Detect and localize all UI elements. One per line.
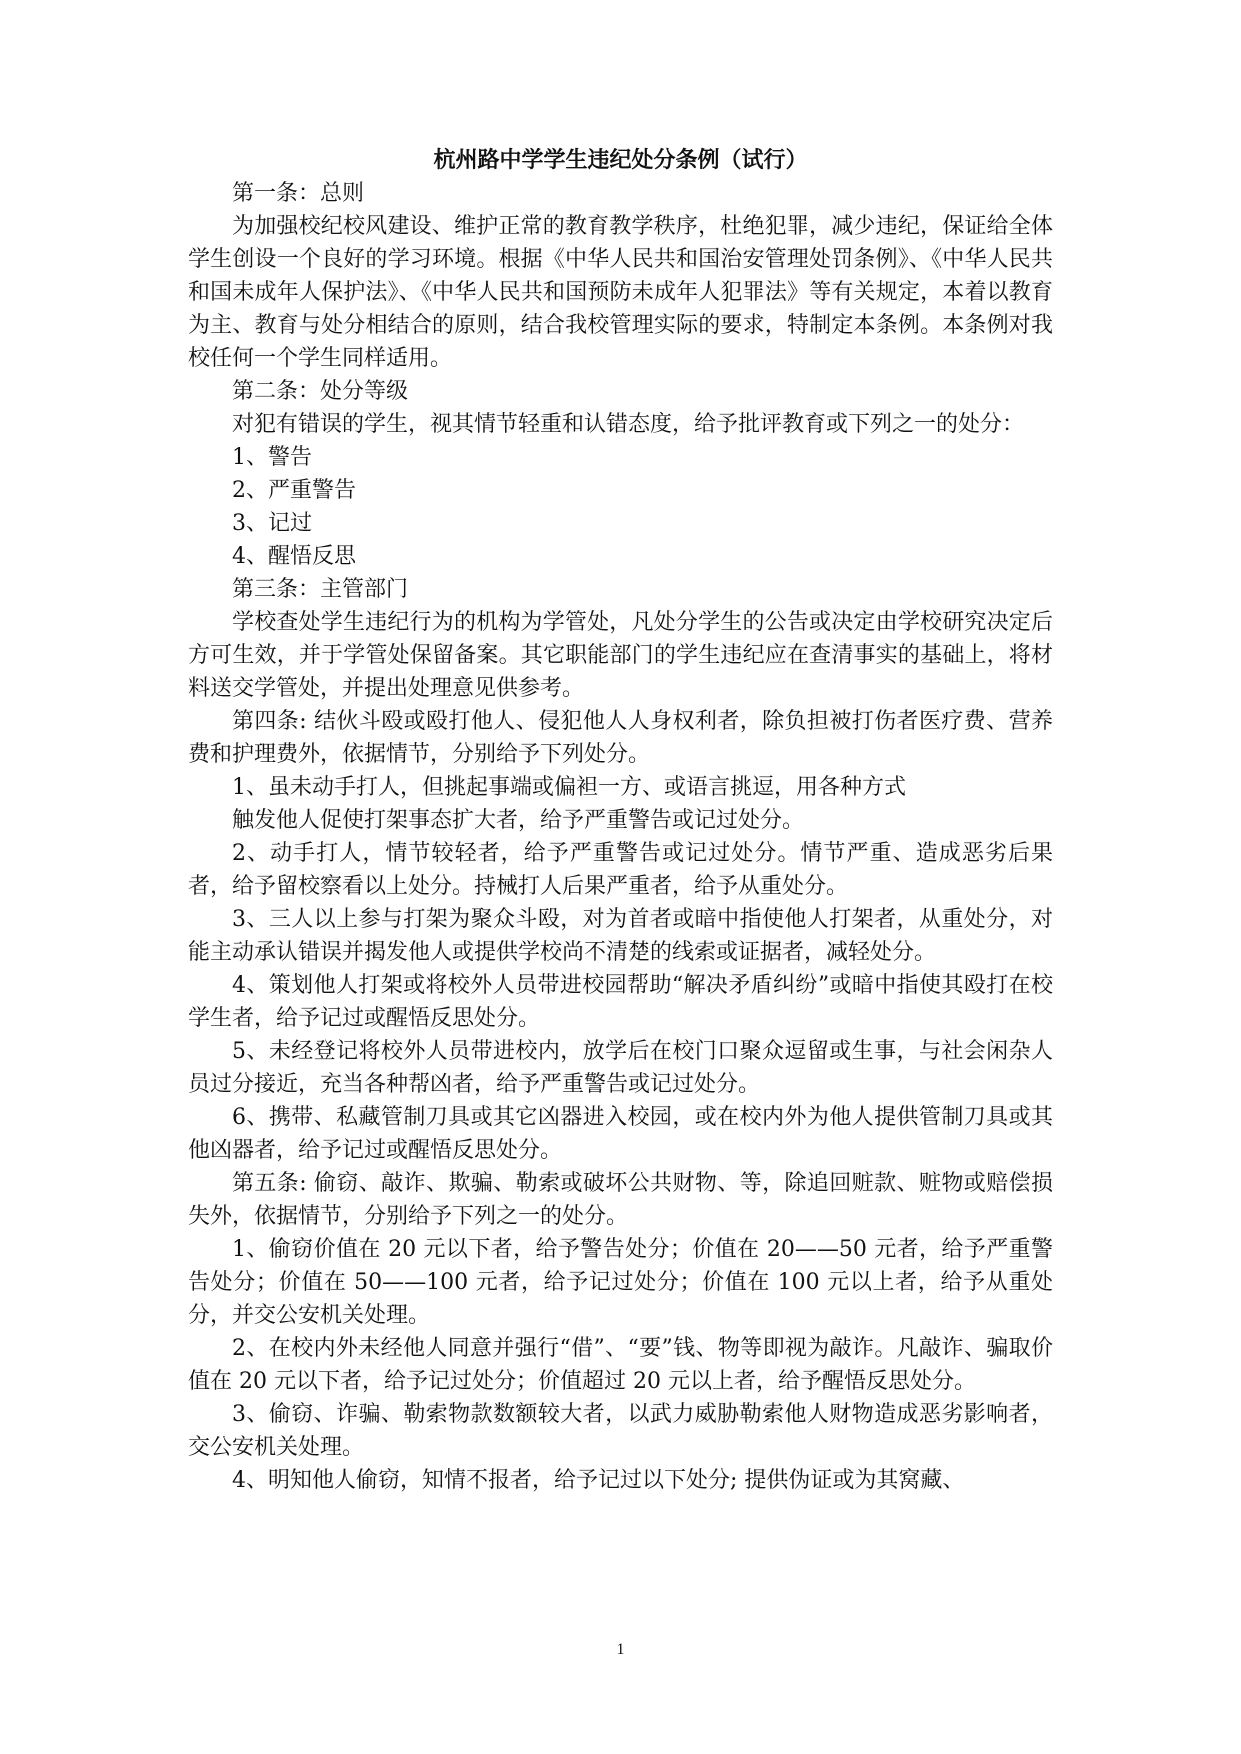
document-paragraph: 3、记过 xyxy=(232,511,312,536)
document-paragraph: 1、偷窃价值在 20 元以下者，给予警告处分；价值在 20——50 元者，给予严重警告处分；价值在 50——100 元者，给予记过处分；价值在 100 元以上者，给予从重处分，并交公安机关处理。 xyxy=(188,1237,1053,1328)
document-paragraph: 1、警告 xyxy=(232,445,312,470)
document-title: 杭州路中学学生违纪处分条例（试行） xyxy=(433,147,808,173)
document-paragraph: 第三条：主管部门 xyxy=(232,577,409,602)
document-paragraph: 6、携带、私藏管制刀具或其它凶器进入校园，或在校内外为他人提供管制刀具或其他凶器者，给予记过或醒悟反思处分。 xyxy=(188,1105,1053,1163)
document-paragraph: 1、虽未动手打人，但挑起事端或偏袒一方、或语言挑逗，用各种方式 xyxy=(232,775,906,800)
document-paragraph: 3、偷窃、诈骗、勒索物款数额较大者，以武力威胁勒索他人财物造成恶劣影响者，交公安机关处理。 xyxy=(188,1402,1053,1460)
document-paragraph: 4、醒悟反思 xyxy=(232,544,356,569)
document-paragraph: 5、未经登记将校外人员带进校内，放学后在校门口聚众逗留或生事，与社会闲杂人员过分接近，充当各种帮凶者，给予严重警告或记过处分。 xyxy=(188,1039,1053,1097)
document-paragraph: 触发他人促使打架事态扩大者，给予严重警告或记过处分。 xyxy=(232,808,805,833)
document-paragraph: 对犯有错误的学生，视其情节轻重和认错态度，给予批评教育或下列之一的处分： xyxy=(232,412,1025,437)
document-paragraph: 4、策划他人打架或将校外人员带进校园帮助“解决矛盾纠纷”或暗中指使其殴打在校学生者，给予记过或醒悟反思处分。 xyxy=(188,973,1053,1031)
document-body xyxy=(188,144,1053,1497)
page-number: 1 xyxy=(616,1641,625,1658)
document-paragraph: 第四条: 结伙斗殴或殴打他人、侵犯他人人身权利者，除负担被打伤者医疗费、营养费和护理费外，依据情节，分别给予下列处分。 xyxy=(188,709,1053,767)
document-paragraph: 第二条：处分等级 xyxy=(232,379,409,404)
document-paragraph: 2、在校内外未经他人同意并强行“借”、“要”钱、物等即视为敲诈。凡敲诈、骗取价值在 20 元以下者，给予记过处分；价值超过 20 元以上者，给予醒悟反思处分。 xyxy=(188,1336,1053,1394)
document-paragraph: 第五条: 偷窃、敲诈、欺骗、勒索或破坏公共财物、等，除追回赃款、赃物或赔偿损失外，依据情节，分别给予下列之一的处分。 xyxy=(188,1171,1053,1229)
document-paragraph: 学校查处学生违纪行为的机构为学管处，凡处分学生的公告或决定由学校研究决定后方可生效，并于学管处保留备案。其它职能部门的学生违纪应在查清事实的基础上，将材料送交学管处，并提出处理意见供参考。 xyxy=(188,610,1053,701)
document-paragraph: 3、三人以上参与打架为聚众斗殴，对为首者或暗中指使他人打架者，从重处分，对能主动承认错误并揭发他人或提供学校尚不清楚的线索或证据者，减轻处分。 xyxy=(188,907,1053,965)
paragraph-list xyxy=(188,177,1053,1497)
document-paragraph: 为加强校纪校风建设、维护正常的教育教学秩序，杜绝犯罪，减少违纪，保证给全体学生创设一个良好的学习环境。根据《中华人民共和国治安管理处罚条例》、《中华人民共和国未成年人保护法》、《中华人民共和国预防未成年人犯罪法》等有关规定，本着以教育为主、教育与处分相结合的原则，结合我校管理实际的要求，特制定本条例。本条例对我校任何一个学生同样适用。 xyxy=(188,214,1053,371)
document-paragraph: 2、严重警告 xyxy=(232,478,356,503)
document-paragraph: 2、动手打人，情节较轻者，给予严重警告或记过处分。情节严重、造成恶劣后果者，给予留校察看以上处分。持械打人后果严重者，给予从重处分。 xyxy=(188,841,1053,899)
document-paragraph: 第一条：总则 xyxy=(232,181,365,206)
document-paragraph: 4、明知他人偷窃，知情不报者，给予记过以下处分; 提供伪证或为其窝藏、 xyxy=(232,1468,965,1493)
